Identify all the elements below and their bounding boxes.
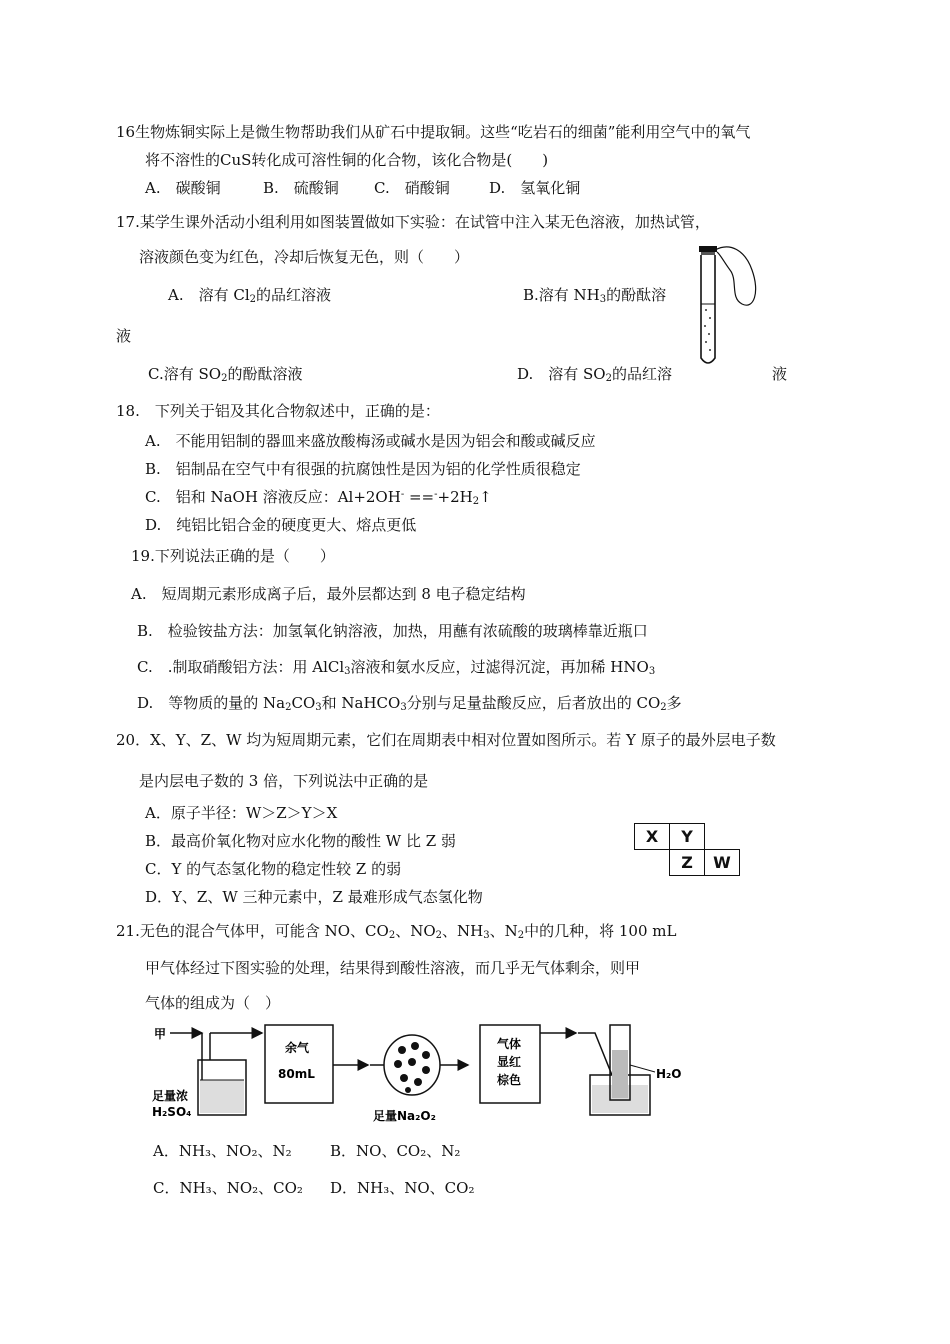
label-gas-2: 显红 [497, 1055, 522, 1069]
q19-option-a: A. 短周期元素形成离子后，最外层都达到 8 电子稳定结构 [131, 585, 526, 603]
q16-option-d: D. 氢氧化铜 [489, 179, 581, 197]
q17-option-d: D. 溶有 $SO_2$的品红溶 [517, 365, 672, 384]
q20-stem-line2: 是内层电子数的 3 倍，下列说法中正确的是 [139, 772, 429, 790]
experiment-apparatus-figure [150, 1020, 710, 1130]
q16-option-a: A. 碳酸铜 [145, 179, 221, 197]
label-rest-1: 余气 [285, 1041, 310, 1055]
q16-stem-line2: 将不溶性的CuS转化成可溶性铜的化合物，该化合物是( ) [145, 151, 549, 169]
cell-x: X [634, 823, 670, 850]
label-na2o2: 足量Na₂O₂ [373, 1109, 436, 1123]
q19-option-c: C. .制取硝酸铝方法：用 AlCl$_3$溶液和氨水反应，过滤得沉淀，再加稀 $HNO_3$ [137, 658, 656, 677]
q21-option-b: B．NO、CO₂、N₂ [330, 1142, 461, 1160]
q20-option-c: C．Y 的气态氢化物的稳定性较 Z 的弱 [145, 860, 402, 878]
q21-option-c: C．NH₃、NO₂、CO₂ [153, 1179, 303, 1197]
q20-option-b: B．最高价氧化物对应水化物的酸性 W 比 Z 弱 [145, 832, 456, 850]
q17-option-a: A. 溶有 $Cl_2$的品红溶液 [168, 286, 332, 305]
cell-y: Y [669, 823, 705, 850]
q17-stem-line2: 溶液颜色变为红色，冷却后恢复无色，则（ ） [139, 248, 470, 266]
label-gas-3: 棕色 [497, 1073, 522, 1087]
q18-option-a: A. 不能用铝制的器皿来盛放酸梅汤或碱水是因为铝会和酸或碱反应 [145, 432, 596, 450]
periodic-position-table [634, 823, 744, 877]
q17-option-b-wrap: 液 [116, 327, 132, 345]
label-acid-1: 足量浓 [152, 1089, 189, 1103]
label-gas-1: 气体 [497, 1037, 522, 1051]
q18-stem: 18. 下列关于铝及其化合物叙述中，正确的是： [116, 402, 440, 420]
q21-option-d: D．NH₃、NO、CO₂ [330, 1179, 475, 1197]
label-rest-2: 80mL [278, 1067, 315, 1081]
cell-z: Z [669, 849, 705, 876]
q21-stem-line2: 甲气体经过下图实验的处理，结果得到酸性溶液，而几乎无气体剩余，则甲 [145, 959, 641, 977]
label-h2o: H₂O [656, 1067, 682, 1081]
q18-option-d: D. 纯铝比铝合金的硬度更大、熔点更低 [145, 516, 417, 534]
q19-option-d: D. 等物质的量的 $Na_2CO_3$和 NaHCO$_3$分别与足量盐酸反应，后者放出的 $CO_2$多 [137, 694, 682, 713]
q21-stem-line1: 21.无色的混合气体甲，可能含 NO、$CO_2$、$NO_2$、$NH_3$、$N_2$中的几种，将 100 mL [116, 922, 677, 941]
q17-stem-line1: 17.某学生课外活动小组利用如图装置做如下实验：在试管中注入某无色溶液，加热试管， [116, 213, 710, 231]
cell-w: W [704, 849, 740, 876]
q21-stem-line3: 气体的组成为（ ） [145, 994, 281, 1012]
q16-option-b: B. 硫酸铜 [263, 179, 339, 197]
q20-option-d: D．Y、Z、W 三种元素中，Z 最难形成气态氢化物 [145, 888, 483, 906]
q21-option-a: A．NH₃、NO₂、N₂ [153, 1142, 292, 1160]
q17-option-d-tail: 液 [772, 365, 788, 383]
q18-option-b: B. 铝制品在空气中有很强的抗腐蚀性是因为铝的化学性质很稳定 [145, 460, 581, 478]
q16-option-c: C. 硝酸铜 [374, 179, 450, 197]
q17-option-c: C.溶有 $SO_2$的酚酞溶液 [148, 365, 303, 384]
label-jia: 甲 [154, 1027, 167, 1041]
q20-option-a: A．原子半径：W＞Z＞Y＞X [145, 804, 338, 822]
q19-option-b: B. 检验铵盐方法：加氢氧化钠溶液，加热，用蘸有浓硫酸的玻璃棒靠近瓶口 [137, 622, 648, 640]
q20-stem-line1: 20．X、Y、Z、W 均为短周期元素，它们在周期表中相对位置如图所示。若 Y 原子的最外层电子数 [116, 731, 776, 749]
q17-option-b: B.溶有 $NH_3$的酚酞溶 [523, 286, 667, 305]
q19-stem: 19.下列说法正确的是（ ） [131, 547, 335, 565]
q18-option-c: C. 铝和 NaOH 溶液反应：$Al+2OH^- ==^-+2H_2↑$ [145, 488, 492, 507]
label-acid-2: H₂SO₄ [152, 1105, 192, 1119]
test-tube-figure [690, 240, 770, 375]
q16-stem-line1: 16生物炼铜实际上是微生物帮助我们从矿石中提取铜。这些“吃岩石的细菌”能利用空气中的氧气 [116, 123, 751, 141]
